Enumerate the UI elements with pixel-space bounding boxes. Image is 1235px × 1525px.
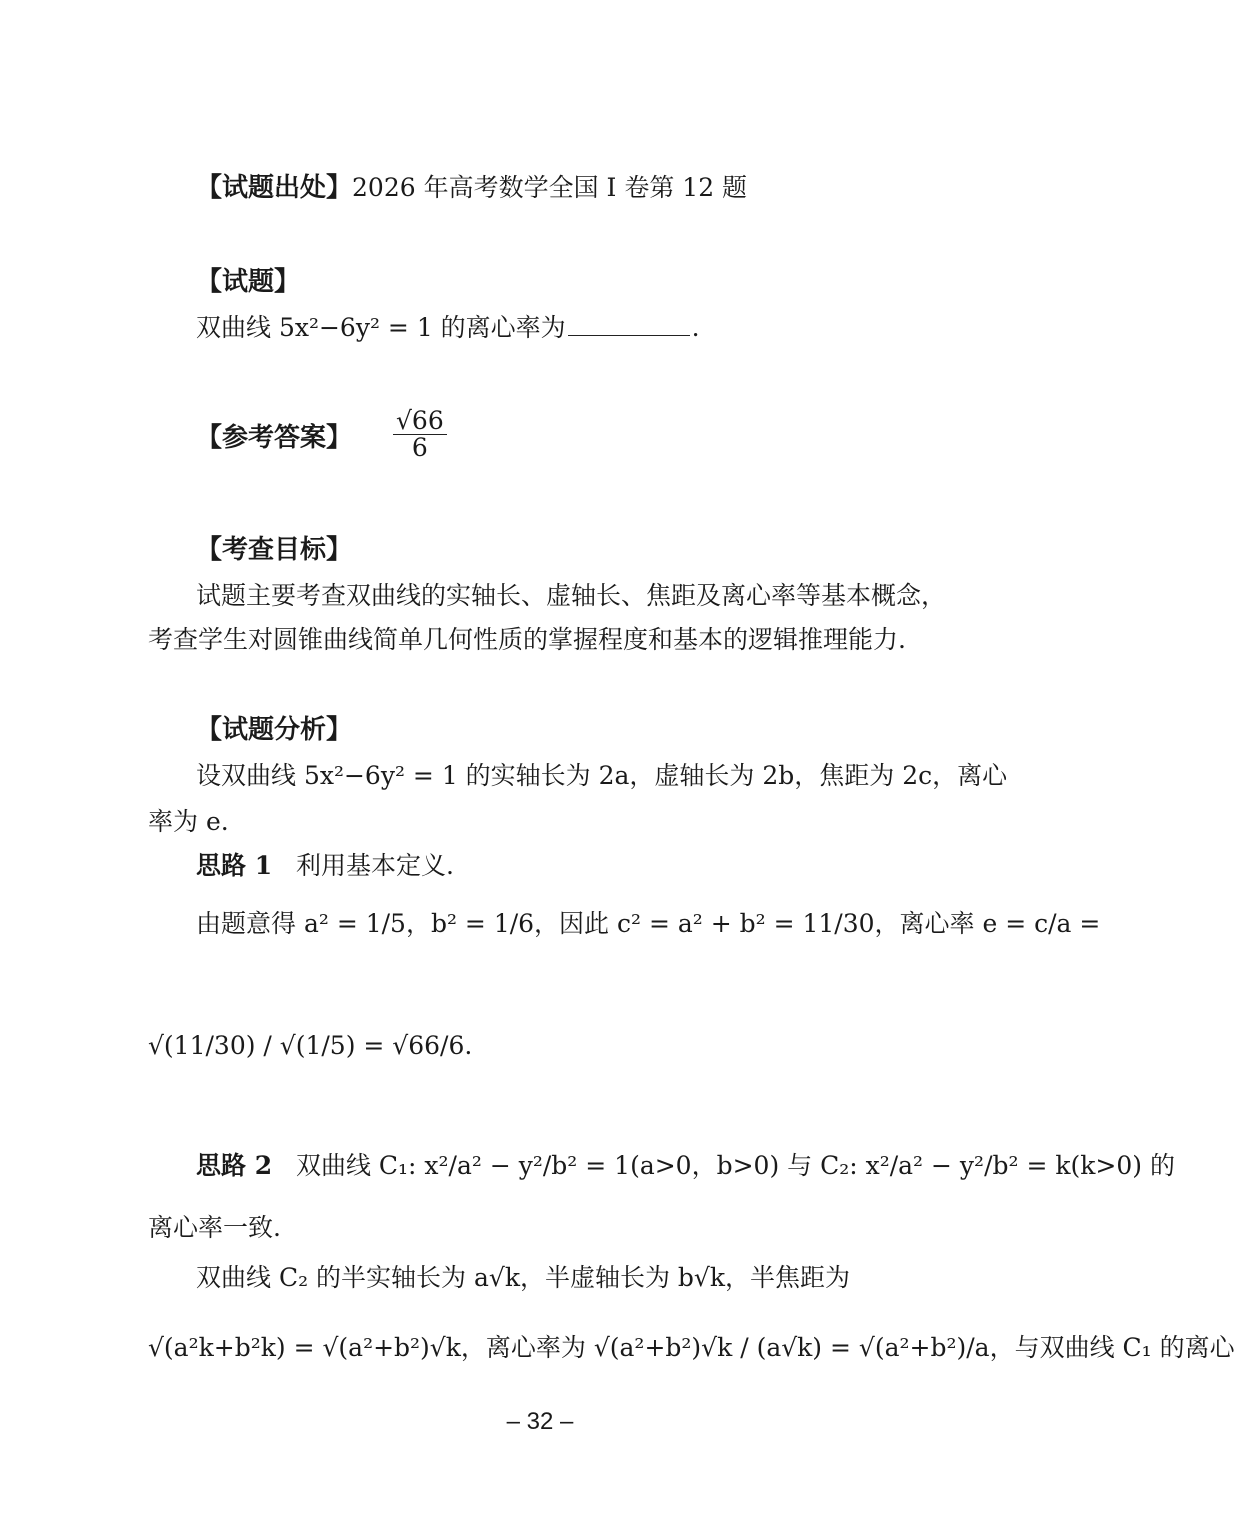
answer-blank [568, 313, 690, 336]
source-line [196, 172, 747, 204]
idea1-line [196, 850, 454, 882]
analysis-line-1: 设双曲线 5x²−6y² = 1 的实轴长为 2a，虚轴长为 2b，焦距为 2c，离心 [196, 761, 1008, 790]
idea2-line-4: √(a²k+b²k) = √(a²+b²)√k，离心率为 √(a²+b²)√k / (a√k) = √(a²+b²)/a，与双曲线 C₁ 的离心 [148, 1333, 1235, 1362]
idea2-line [196, 1150, 1175, 1182]
idea1-label: 思路 1 [196, 851, 273, 880]
answer-numerator: √66 [393, 408, 447, 435]
idea1-text: 利用基本定义. [295, 851, 454, 880]
objective-line-1: 试题主要考查双曲线的实轴长、虚轴长、焦距及离心率等基本概念， [196, 581, 947, 610]
question-label: 【试题】 [196, 267, 301, 297]
idea2-line-3: 双曲线 C₂ 的半实轴长为 a√k，半虚轴长为 b√k，半焦距为 [196, 1263, 851, 1292]
idea1-equation: 由题意得 a² = 1/5，b² = 1/6，因此 c² = a² + b² = 11/30，离心率 e = c/a = [196, 909, 1101, 938]
analysis-label: 【试题分析】 [196, 715, 353, 745]
question-line [196, 312, 700, 344]
answer-label: 【参考答案】 [196, 423, 353, 453]
answer-denominator: 6 [411, 433, 428, 463]
source-label: 【试题出处】 [196, 173, 353, 203]
answer-fraction [390, 408, 450, 462]
question-end: . [691, 313, 700, 342]
idea1-result: √(11/30) / √(1/5) = √66/6. [148, 1031, 473, 1060]
source-text: 2026 年高考数学全国 Ⅰ 卷第 12 题 [352, 173, 748, 202]
idea2-text: 双曲线 C₁: x²/a² − y²/b² = 1(a>0，b>0) 与 C₂: x²/a² − y²/b² = k(k>0) 的 [295, 1151, 1175, 1180]
idea2-label: 思路 2 [196, 1151, 273, 1180]
idea2-continuation: 离心率一致. [148, 1213, 281, 1242]
page-number: – 32 – [506, 1408, 574, 1435]
objective-line-2: 考查学生对圆锥曲线简单几何性质的掌握程度和基本的逻辑推理能力. [148, 625, 906, 654]
question-text: 双曲线 5x²−6y² = 1 的离心率为 [196, 313, 566, 342]
objective-label: 【考查目标】 [196, 535, 353, 565]
analysis-line-2: 率为 e. [148, 807, 229, 836]
